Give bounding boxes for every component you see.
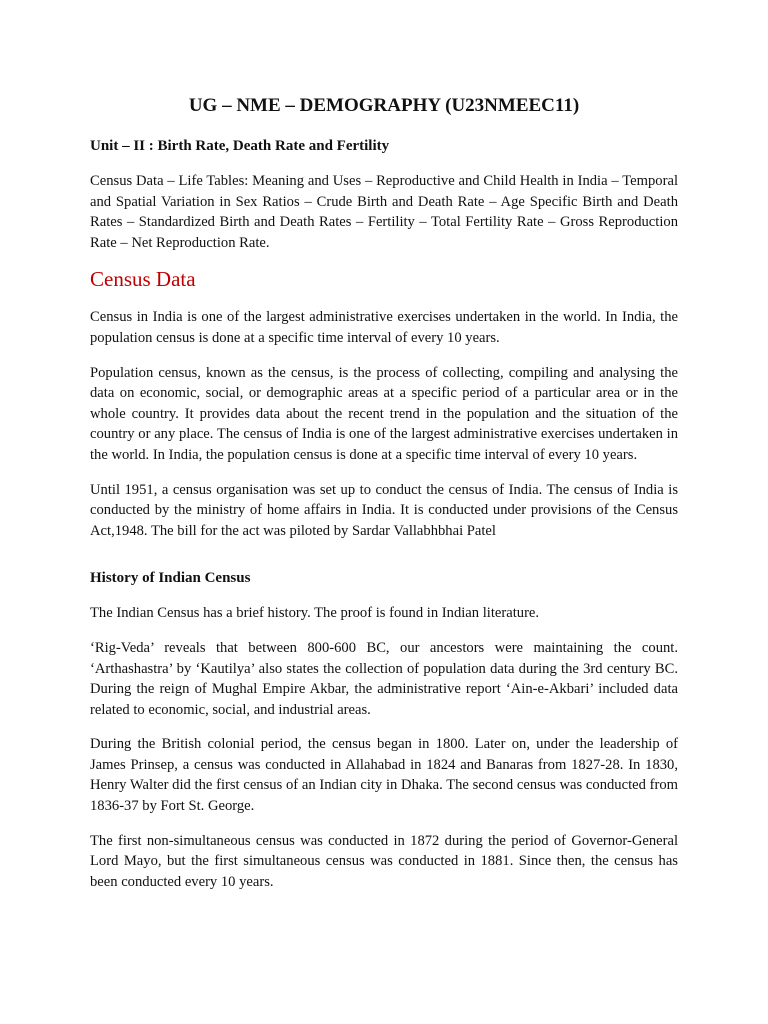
history-paragraph-1: The Indian Census has a brief history. The proof is found in Indian literature. bbox=[90, 605, 540, 622]
history-paragraph-4: The first non-simultaneous census was conducted in 1872 during the period of Governor-General Lord Mayo, but the first simultaneous census was conducted in 1881. Since then, the census has been conducted every 10 years. bbox=[90, 832, 678, 890]
census-paragraph-3: Until 1951, a census organisation was set up to conduct the census of India. The census of India is conducted by the ministry of home affairs in India. It is conducted under provisions of the Census Act,1948. The bill for the act was piloted by Sardar Vallabhbhai Patel bbox=[90, 481, 678, 539]
census-data-heading: Census Data bbox=[90, 267, 196, 292]
history-paragraph-3: During the British colonial period, the census began in 1800. Later on, under the leadership of James Prinsep, a census was conducted in Allahabad in 1824 and Banaras from 1827-28. In 1830, Henry Walter did the first census of an Indian city in Dhaka. The second census was conducted from 1836-37 by Fort St. George. bbox=[90, 736, 678, 815]
census-paragraph-1: Census in India is one of the largest administrative exercises undertaken in the world. In India, the population census is done at a specific time interval of every 10 years. bbox=[90, 309, 678, 346]
unit-heading: Unit – II : Birth Rate, Death Rate and Fertility bbox=[90, 138, 390, 154]
history-heading: History of Indian Census bbox=[90, 570, 251, 587]
syllabus-paragraph: Census Data – Life Tables: Meaning and Uses – Reproductive and Child Health in India – Temporal and Spatial Variation in Sex Ratios – Crude Birth and Death Rate – Age Specific Birth and Death Rates – Standardized Birth and Death Rates – Fertility – Total Fertility Rate – Gross Reproduction Rate – Net Reproduction Rate. bbox=[90, 173, 678, 251]
document-title: UG – NME – DEMOGRAPHY (U23NMEEC11) bbox=[188, 95, 580, 116]
history-paragraph-2: ‘Rig-Veda’ reveals that between 800-600 BC, our ancestors were maintaining the count. ‘Arthashastra’ by ‘Kautilya’ also states the collection of population data during the 3rd century BC. During the reign of Mughal Empire Akbar, the administrative report ‘Ain-e-Akbari’ included data related to economic, social, and industrial areas. bbox=[90, 639, 678, 718]
census-paragraph-2: Population census, known as the census, is the process of collecting, compiling and analysing the data on economic, social, or demographic areas at a specific period of a particular area or in the whole country. It provides data about the recent trend in the population and the situation of the country or any place. The census of India is one of the largest administrative exercises undertaken in the world. In India, the population census is done at a specific time interval of every 10 years. bbox=[90, 364, 678, 463]
